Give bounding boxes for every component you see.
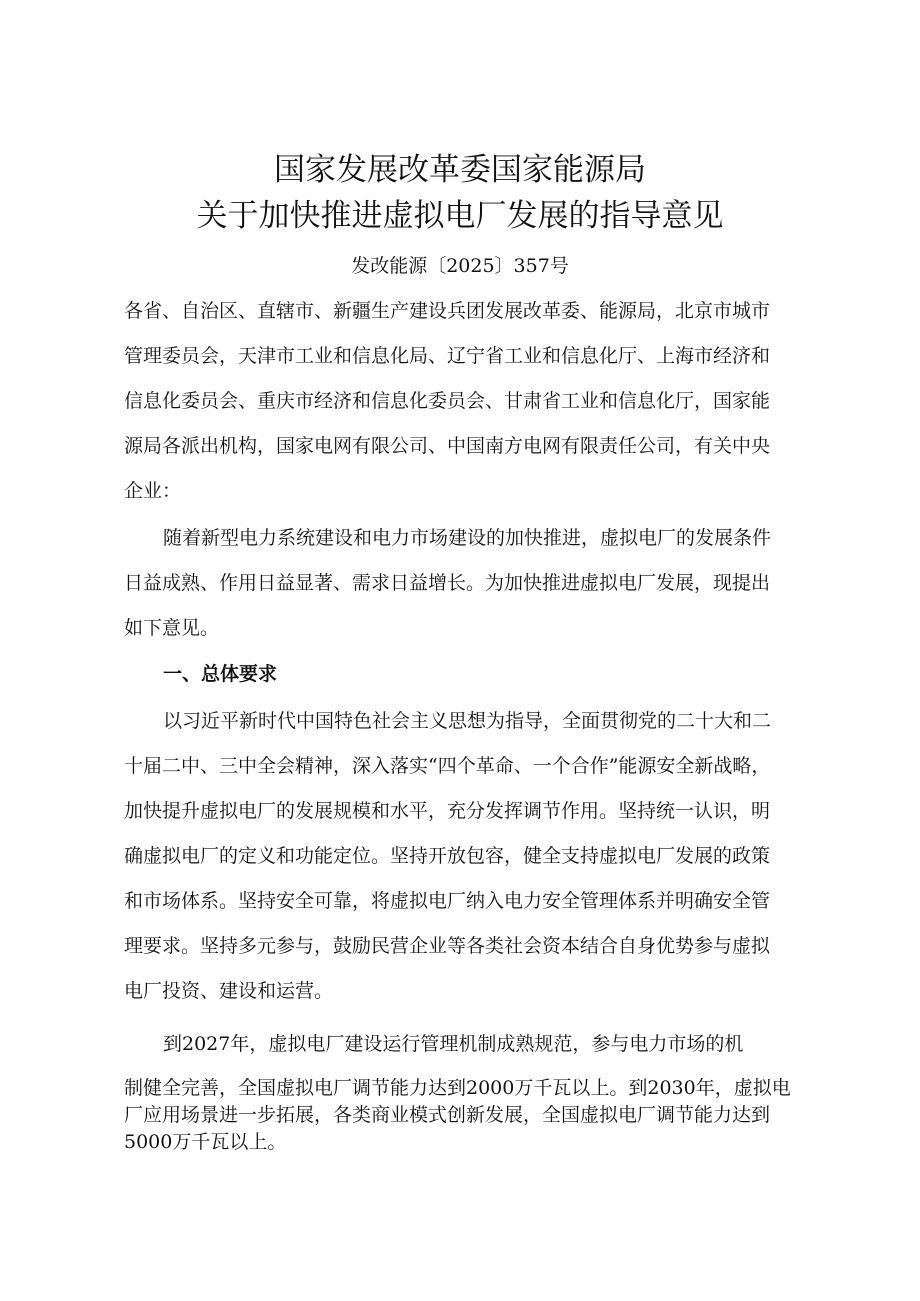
goal-paragraph-line: 厂应用场景进一步拓展，各类商业模式创新发展，全国虚拟电厂调节能力达到 (124, 1104, 771, 1126)
addressee-line: 信息化委员会、重庆市经济和信息化委员会、甘肃省工业和信息化厅，国家能 (124, 390, 771, 412)
intro-paragraph-line: 随着新型电力系统建设和电力市场建设的加快推进，虚拟电厂的发展条件 (163, 527, 772, 549)
goal-paragraph-line: 5000万千瓦以上。 (124, 1131, 287, 1153)
intro-paragraph-line: 日益成熟、作用日益显著、需求日益增长。为加快推进虚拟电厂发展，现提出 (124, 572, 771, 594)
section-paragraph-line: 十届二中、三中全会精神，深入落实“四个革命、一个合作”能源安全新战略， (124, 755, 771, 777)
addressee-line: 企业： (124, 480, 182, 502)
document-title-line-1: 国家发展改革委国家能源局 (274, 152, 646, 188)
section-paragraph-line: 以习近平新时代中国特色社会主义思想为指导，全面贯彻党的二十大和二 (163, 710, 772, 732)
document-number: 发改能源〔2025〕357号 (351, 255, 569, 277)
section-paragraph-line: 和市场体系。坚持安全可靠，将虚拟电厂纳入电力安全管理体系并明确安全管 (124, 890, 771, 912)
section-paragraph-line: 电厂投资、建设和运营。 (124, 980, 334, 1002)
document-title-line-2: 关于加快推进虚拟电厂发展的指导意见 (196, 198, 724, 234)
addressee-line: 管理委员会，天津市工业和信息化局、辽宁省工业和信息化厅、上海市经济和 (124, 345, 771, 367)
addressee-line: 各省、自治区、直辖市、新疆生产建设兵团发展改革委、能源局，北京市城市 (124, 300, 771, 322)
goal-paragraph-line: 到2027年，虚拟电厂建设运行管理机制成熟规范，参与电力市场的机 (163, 1033, 744, 1055)
section-paragraph-line: 加快提升虚拟电厂的发展规模和水平，充分发挥调节作用。坚持统一认识，明 (124, 800, 771, 822)
addressee-line: 源局各派出机构，国家电网有限公司、中国南方电网有限责任公司，有关中央 (124, 435, 771, 457)
section-paragraph-line: 确虚拟电厂的定义和功能定位。坚持开放包容，健全支持虚拟电厂发展的政策 (124, 845, 771, 867)
intro-paragraph-line: 如下意见。 (124, 617, 220, 639)
section-paragraph-line: 理要求。坚持多元参与，鼓励民营企业等各类社会资本结合自身优势参与虚拟 (124, 935, 771, 957)
goal-paragraph-line: 制健全完善，全国虚拟电厂调节能力达到2000万千瓦以上。到2030年，虚拟电 (124, 1077, 791, 1099)
section-heading: 一、总体要求 (163, 663, 278, 685)
